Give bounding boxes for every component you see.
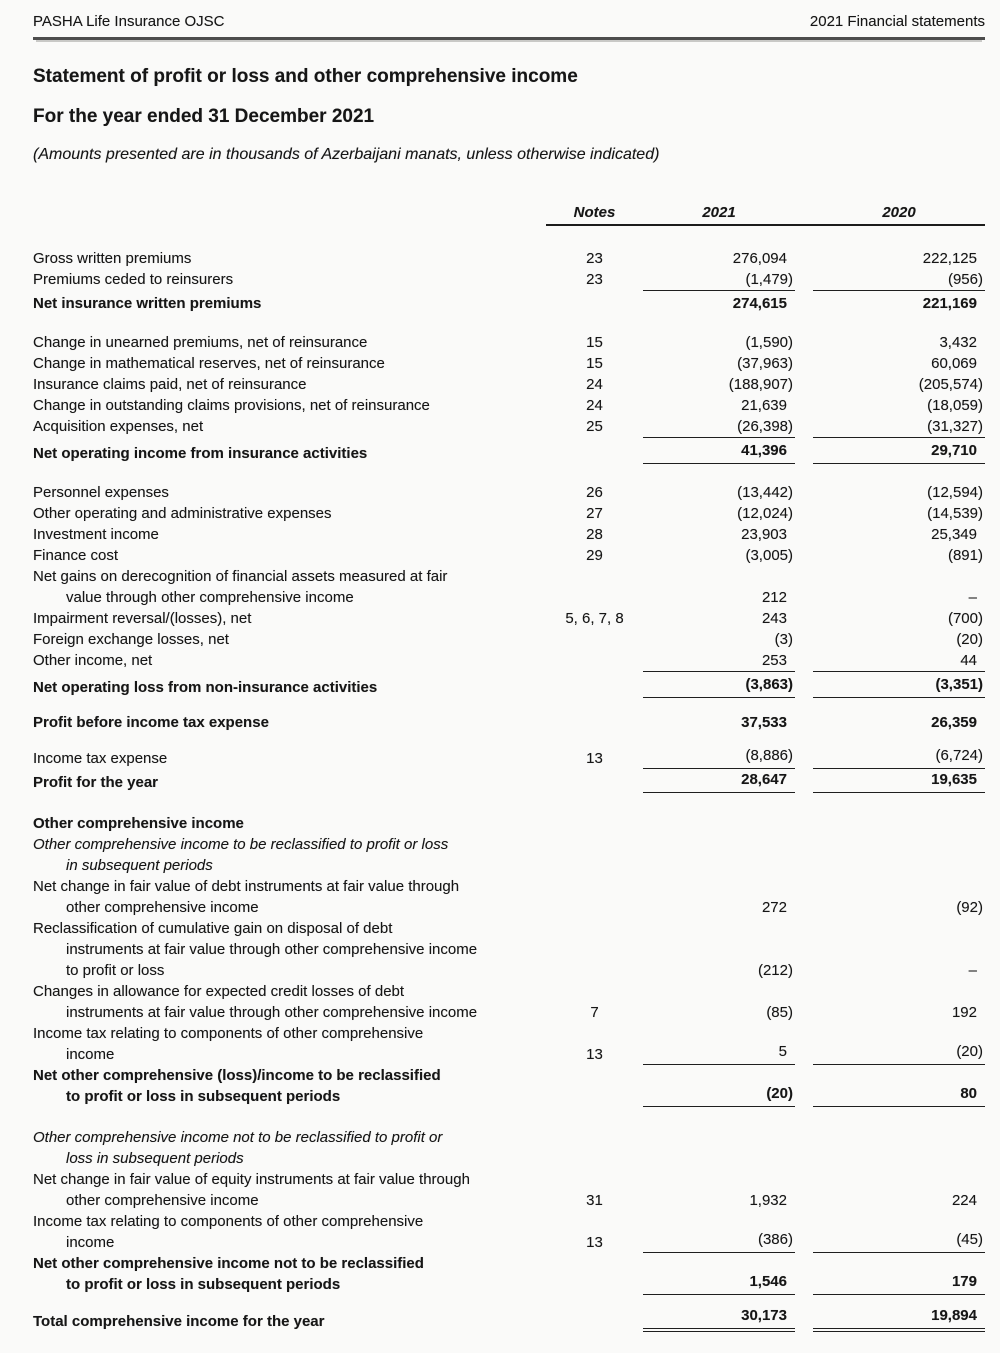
year-2020-column-header: 2020 <box>882 204 916 221</box>
table-row <box>33 1023 985 1065</box>
table-row <box>33 269 985 290</box>
table-row <box>33 566 985 608</box>
note-cell: 23 <box>586 250 603 267</box>
table-row <box>33 813 985 834</box>
label-line: Profit for the year <box>33 774 159 791</box>
label-line: to profit or loss <box>66 962 165 979</box>
row-label <box>33 1169 546 1211</box>
row-label <box>33 677 546 698</box>
row-label <box>33 650 546 671</box>
note-cell: 23 <box>586 271 603 288</box>
amounts-note: (Amounts presented are in thousands of Azerbaijani manats, unless otherwise indicated) <box>33 146 660 163</box>
row-label <box>33 834 546 876</box>
label-line: loss in subsequent periods <box>66 1150 244 1167</box>
company-name: PASHA Life Insurance OJSC <box>33 13 225 30</box>
table-row <box>33 1127 985 1169</box>
table-row <box>33 437 985 464</box>
value-2021: 5 <box>643 1041 795 1065</box>
label-line: Change in outstanding claims provisions, net of reinsurance <box>33 397 430 414</box>
value-2021: (12,024) <box>737 505 793 522</box>
label-line: Net operating income from insurance activities <box>33 445 368 462</box>
label-line: Insurance claims paid, net of reinsurance <box>33 376 307 393</box>
row-label <box>33 395 546 416</box>
value-2021: 243 <box>761 610 787 627</box>
table-row <box>33 981 985 1023</box>
value-2020: 26,359 <box>931 714 977 731</box>
row-spacer <box>33 793 985 813</box>
value-2021: 28,647 <box>643 769 795 793</box>
value-2020: 25,349 <box>931 526 977 543</box>
value-2021: (3,863) <box>643 671 795 698</box>
value-2020: 192 <box>951 1004 977 1021</box>
row-label <box>33 503 546 524</box>
label-line: Net change in fair value of equity instruments at fair value through <box>33 1171 470 1188</box>
value-2021: (3,005) <box>745 547 793 564</box>
note-cell: 29 <box>586 547 603 564</box>
value-2020: (205,574) <box>918 376 983 393</box>
label-line: Acquisition expenses, net <box>33 418 204 435</box>
value-2020: (45) <box>813 1229 985 1253</box>
row-label <box>33 1065 546 1107</box>
statement-table <box>33 204 985 1332</box>
table-row <box>33 353 985 374</box>
value-2021: 23,903 <box>741 526 787 543</box>
value-2021: (1,479) <box>745 271 793 288</box>
row-label <box>33 981 546 1023</box>
value-2020: (700) <box>947 610 983 627</box>
value-2021: 1,546 <box>643 1271 795 1295</box>
row-label <box>33 416 546 437</box>
row-label <box>33 269 546 290</box>
value-2021: 272 <box>761 899 787 916</box>
row-label <box>33 353 546 374</box>
value-2020: (956) <box>947 271 983 288</box>
label-line: Reclassification of cumulative gain on disposal of debt <box>33 920 393 937</box>
value-2020: 222,125 <box>922 250 977 267</box>
label-line: Income tax expense <box>33 750 168 767</box>
row-label <box>33 629 546 650</box>
label-line: income <box>66 1234 115 1251</box>
table-row <box>33 290 985 314</box>
note-cell: 13 <box>586 1046 603 1063</box>
table-row <box>33 608 985 629</box>
value-2020: 19,894 <box>813 1305 985 1332</box>
table-row <box>33 834 985 876</box>
label-line: Other comprehensive income <box>33 815 244 832</box>
row-spacer <box>33 733 985 745</box>
page-title: Statement of profit or loss and other comprehensive income <box>33 66 578 87</box>
label-line: Net other comprehensive (loss)/income to be reclassified <box>33 1067 441 1084</box>
value-2020: 3,432 <box>939 334 977 351</box>
table-row <box>33 248 985 269</box>
row-label <box>33 712 546 733</box>
label-line: Changes in allowance for expected credit losses of debt <box>33 983 405 1000</box>
value-2020: 29,710 <box>813 437 985 464</box>
note-cell: 13 <box>586 1234 603 1251</box>
value-2020: – <box>968 589 977 606</box>
table-row <box>33 482 985 503</box>
label-line: Net change in fair value of debt instruments at fair value through <box>33 878 460 895</box>
value-2020: 221,169 <box>813 290 985 314</box>
table-header <box>33 204 985 226</box>
label-line: to profit or loss in subsequent periods <box>66 1088 341 1105</box>
value-2020: 179 <box>813 1271 985 1295</box>
value-2020: (891) <box>947 547 983 564</box>
value-2020: 44 <box>960 652 977 669</box>
value-2021: 212 <box>761 589 787 606</box>
value-2020: (3,351) <box>813 671 985 698</box>
row-spacer <box>33 464 985 482</box>
table-row <box>33 332 985 353</box>
note-cell: 26 <box>586 484 603 501</box>
row-label <box>33 293 546 314</box>
table-row <box>33 671 985 698</box>
label-line: Income tax relating to components of other comprehensive <box>33 1213 424 1230</box>
value-2020: (92) <box>956 899 983 916</box>
row-label <box>33 918 546 981</box>
note-cell: 24 <box>586 376 603 393</box>
label-line: Gross written premiums <box>33 250 192 267</box>
value-2020: (18,059) <box>927 397 983 414</box>
row-label <box>33 374 546 395</box>
row-label <box>33 545 546 566</box>
table-row <box>33 545 985 566</box>
label-line: Other comprehensive income not to be reclassified to profit or <box>33 1129 443 1146</box>
row-spacer <box>33 1107 985 1127</box>
table-row <box>33 629 985 650</box>
label-line: instruments at fair value through other comprehensive income <box>66 941 478 958</box>
table-row <box>33 918 985 981</box>
value-2021: (386) <box>643 1229 795 1253</box>
label-line: Change in mathematical reserves, net of reinsurance <box>33 355 385 372</box>
value-2021: 274,615 <box>643 290 795 314</box>
row-label <box>33 443 546 464</box>
value-2021: 41,396 <box>643 437 795 464</box>
row-spacer <box>33 1295 985 1305</box>
row-label <box>33 876 546 918</box>
note-cell: 13 <box>586 750 603 767</box>
row-spacer <box>33 698 985 712</box>
label-line: Finance cost <box>33 547 119 564</box>
label-line: Net insurance written premiums <box>33 295 262 312</box>
running-header <box>33 12 985 40</box>
label-line: Total comprehensive income for the year <box>33 1313 325 1330</box>
value-2021: (212) <box>757 962 793 979</box>
note-cell: 25 <box>586 418 603 435</box>
label-line: Other income, net <box>33 652 153 669</box>
table-row <box>33 650 985 671</box>
label-line: other comprehensive income <box>66 899 259 916</box>
label-line: Profit before income tax expense <box>33 714 269 731</box>
note-cell: 5, 6, 7, 8 <box>565 610 624 627</box>
value-2020: (6,724) <box>813 745 985 769</box>
table-row <box>33 416 985 437</box>
label-line: Investment income <box>33 526 159 543</box>
value-2021: 1,932 <box>749 1192 787 1209</box>
row-label <box>33 608 546 629</box>
value-2020: 224 <box>951 1192 977 1209</box>
value-2020: – <box>968 962 977 979</box>
value-2021: 30,173 <box>643 1305 795 1332</box>
value-2021: (26,398) <box>737 418 793 435</box>
report-name: 2021 Financial statements <box>809 13 985 30</box>
row-label <box>33 813 546 834</box>
table-body <box>33 248 985 1332</box>
row-label <box>33 1211 546 1253</box>
table-row <box>33 524 985 545</box>
table-row <box>33 395 985 416</box>
table-row <box>33 1305 985 1332</box>
row-spacer <box>33 314 985 332</box>
label-line: value through other comprehensive income <box>66 589 354 606</box>
label-line: Personnel expenses <box>33 484 169 501</box>
label-line: Other operating and administrative expenses <box>33 505 332 522</box>
table-row <box>33 876 985 918</box>
year-2021-column-header: 2021 <box>702 204 736 221</box>
table-row <box>33 1211 985 1253</box>
page-subtitle: For the year ended 31 December 2021 <box>33 106 375 127</box>
value-2020: (20) <box>813 1041 985 1065</box>
row-label <box>33 1311 546 1332</box>
row-label <box>33 1127 546 1169</box>
table-row <box>33 1169 985 1211</box>
value-2021: 21,639 <box>741 397 787 414</box>
table-row <box>33 769 985 793</box>
label-line: Change in unearned premiums, net of reinsurance <box>33 334 368 351</box>
value-2020: (31,327) <box>927 418 983 435</box>
value-2021: (188,907) <box>728 376 793 393</box>
note-cell: 15 <box>586 355 603 372</box>
value-2021: 253 <box>761 652 787 669</box>
value-2020: (20) <box>956 631 983 648</box>
table-row <box>33 1253 985 1295</box>
value-2021: (13,442) <box>737 484 793 501</box>
label-line: Premiums ceded to reinsurers <box>33 271 234 288</box>
note-cell: 27 <box>586 505 603 522</box>
label-line: income <box>66 1046 115 1063</box>
label-line: Foreign exchange losses, net <box>33 631 229 648</box>
value-2021: 37,533 <box>741 714 787 731</box>
row-label <box>33 524 546 545</box>
value-2021: (85) <box>766 1004 793 1021</box>
value-2021: (3) <box>774 631 793 648</box>
label-line: Net other comprehensive income not to be reclassified <box>33 1255 424 1272</box>
row-label <box>33 1023 546 1065</box>
value-2020: 80 <box>813 1083 985 1107</box>
label-line: Net operating loss from non-insurance activities <box>33 679 378 696</box>
value-2020: 60,069 <box>931 355 977 372</box>
row-label <box>33 248 546 269</box>
notes-column-header: Notes <box>573 204 616 221</box>
value-2021: (1,590) <box>745 334 793 351</box>
table-row <box>33 745 985 769</box>
header-rule <box>546 224 985 226</box>
label-line: instruments at fair value through other comprehensive income <box>66 1004 478 1021</box>
value-2021: (8,886) <box>643 745 795 769</box>
row-label <box>33 332 546 353</box>
row-label <box>33 772 546 793</box>
note-cell: 15 <box>586 334 603 351</box>
label-line: to profit or loss in subsequent periods <box>66 1276 341 1293</box>
label-line: in subsequent periods <box>66 857 213 874</box>
table-row <box>33 503 985 524</box>
value-2021: 276,094 <box>732 250 787 267</box>
row-label <box>33 1253 546 1295</box>
label-line: Income tax relating to components of other comprehensive <box>33 1025 424 1042</box>
table-row <box>33 374 985 395</box>
value-2020: (12,594) <box>927 484 983 501</box>
row-label <box>33 748 546 769</box>
label-line: Impairment reversal/(losses), net <box>33 610 252 627</box>
row-label <box>33 566 546 608</box>
value-2021: (37,963) <box>737 355 793 372</box>
note-cell: 31 <box>586 1192 603 1209</box>
row-label <box>33 482 546 503</box>
value-2020: 19,635 <box>813 769 985 793</box>
value-2021: (20) <box>643 1083 795 1107</box>
label-line: Other comprehensive income to be reclassified to profit or loss <box>33 836 449 853</box>
note-cell: 28 <box>586 526 603 543</box>
label-line: Net gains on derecognition of financial assets measured at fair <box>33 568 448 585</box>
table-row <box>33 1065 985 1107</box>
label-line: other comprehensive income <box>66 1192 259 1209</box>
note-cell: 7 <box>590 1004 599 1021</box>
value-2020: (14,539) <box>927 505 983 522</box>
note-cell: 24 <box>586 397 603 414</box>
table-row <box>33 712 985 733</box>
